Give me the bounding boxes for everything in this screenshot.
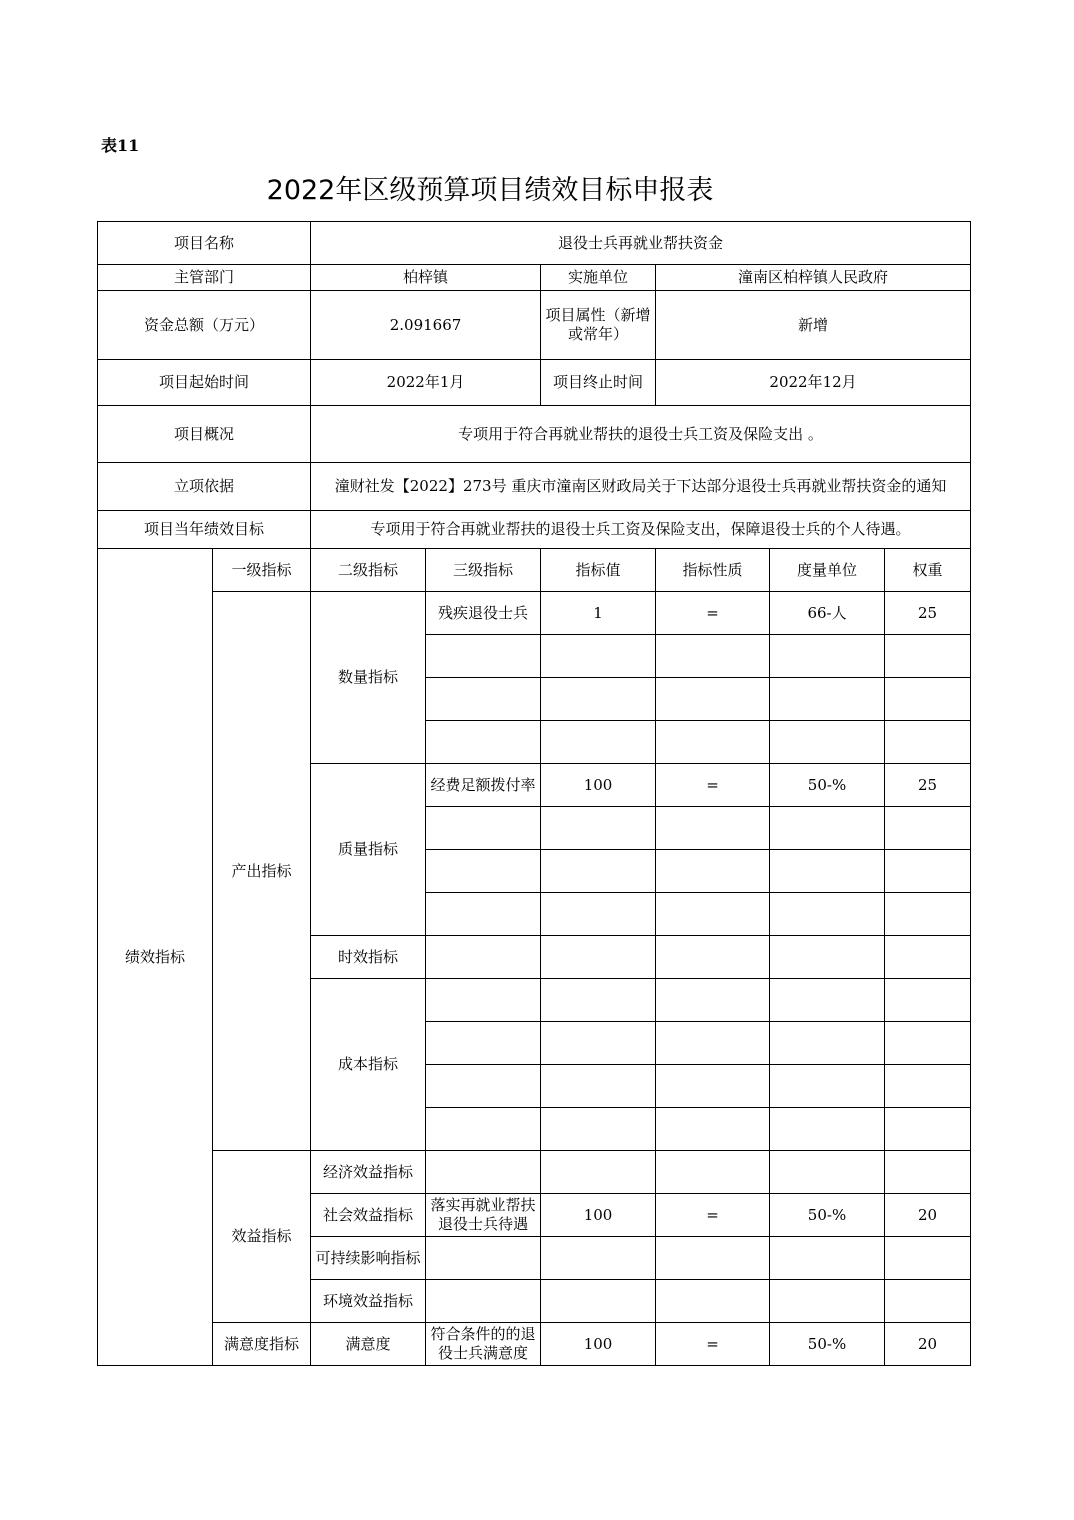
social-row1-value: 100	[541, 1194, 656, 1237]
empty-cell	[656, 1280, 770, 1323]
end-value: 2022年12月	[656, 360, 971, 406]
empty-cell	[541, 936, 656, 979]
empty-cell	[656, 850, 770, 893]
empty-cell	[426, 807, 541, 850]
empty-cell	[770, 1022, 885, 1065]
satisfaction-label: 满意度指标	[213, 1323, 311, 1366]
empty-cell	[885, 1108, 971, 1151]
empty-cell	[656, 807, 770, 850]
empty-cell	[885, 721, 971, 764]
satisfaction-l2-label: 满意度	[311, 1323, 426, 1366]
timeliness-label: 时效指标	[311, 936, 426, 979]
goal-label: 项目当年绩效目标	[98, 511, 311, 549]
empty-cell	[426, 1065, 541, 1108]
empty-cell	[541, 1280, 656, 1323]
empty-cell	[541, 1151, 656, 1194]
satisfaction-row1-name: 符合条件的的退役士兵满意度	[426, 1323, 541, 1366]
table-tag: 表11	[101, 136, 140, 155]
social-row1-nature: =	[656, 1194, 770, 1237]
empty-cell	[426, 893, 541, 936]
empty-cell	[426, 678, 541, 721]
empty-cell	[885, 1065, 971, 1108]
project-name-value: 退役士兵再就业帮扶资金	[311, 222, 971, 265]
header-value: 指标值	[541, 549, 656, 592]
empty-cell	[885, 807, 971, 850]
satisfaction-row1-weight: 20	[885, 1323, 971, 1366]
empty-cell	[885, 1151, 971, 1194]
funds-label: 资金总额（万元）	[98, 291, 311, 360]
impl-unit-value: 潼南区柏梓镇人民政府	[656, 265, 971, 291]
empty-cell	[541, 850, 656, 893]
performance-table	[97, 221, 971, 1366]
basis-label: 立项依据	[98, 463, 311, 511]
attr-label: 项目属性（新增或常年）	[541, 291, 656, 360]
empty-cell	[770, 936, 885, 979]
page-title: 2022年区级预算项目绩效目标申报表	[266, 175, 714, 206]
empty-cell	[541, 721, 656, 764]
empty-cell	[885, 1022, 971, 1065]
overview-value: 专项用于符合再就业帮扶的退役士兵工资及保险支出 。	[311, 406, 971, 463]
empty-cell	[770, 678, 885, 721]
social-row1-weight: 20	[885, 1194, 971, 1237]
start-label: 项目起始时间	[98, 360, 311, 406]
empty-cell	[770, 1065, 885, 1108]
empty-cell	[426, 1237, 541, 1280]
empty-cell	[426, 1151, 541, 1194]
empty-cell	[426, 979, 541, 1022]
empty-cell	[541, 635, 656, 678]
satisfaction-row1-unit: 50-%	[770, 1323, 885, 1366]
quantity-row1-name: 残疾退役士兵	[426, 592, 541, 635]
empty-cell	[656, 1065, 770, 1108]
empty-cell	[885, 979, 971, 1022]
end-label: 项目终止时间	[541, 360, 656, 406]
empty-cell	[656, 721, 770, 764]
social-row1-name: 落实再就业帮扶退役士兵待遇	[426, 1194, 541, 1237]
empty-cell	[885, 678, 971, 721]
empty-cell	[541, 1065, 656, 1108]
quality-row1-unit: 50-%	[770, 764, 885, 807]
satisfaction-row1-value: 100	[541, 1323, 656, 1366]
quality-row1-name: 经费足额拨付率	[426, 764, 541, 807]
empty-cell	[541, 678, 656, 721]
basis-value: 潼财社发【2022】273号 重庆市潼南区财政局关于下达部分退役士兵再就业帮扶资金的通知	[311, 463, 971, 511]
economic-label: 经济效益指标	[311, 1151, 426, 1194]
empty-cell	[541, 1022, 656, 1065]
empty-cell	[770, 635, 885, 678]
empty-cell	[541, 1108, 656, 1151]
empty-cell	[656, 893, 770, 936]
quantity-row1-unit: 66-人	[770, 592, 885, 635]
header-nature: 指标性质	[656, 549, 770, 592]
empty-cell	[426, 1108, 541, 1151]
sustain-label: 可持续影响指标	[311, 1237, 426, 1280]
empty-cell	[541, 1237, 656, 1280]
empty-cell	[770, 1151, 885, 1194]
empty-cell	[656, 635, 770, 678]
empty-cell	[656, 678, 770, 721]
empty-cell	[770, 807, 885, 850]
overview-label: 项目概况	[98, 406, 311, 463]
dept-label: 主管部门	[98, 265, 311, 291]
header-level3: 三级指标	[426, 549, 541, 592]
empty-cell	[770, 1280, 885, 1323]
empty-cell	[770, 1237, 885, 1280]
empty-cell	[770, 979, 885, 1022]
attr-value: 新增	[656, 291, 971, 360]
start-value: 2022年1月	[311, 360, 541, 406]
quality-row1-weight: 25	[885, 764, 971, 807]
social-label: 社会效益指标	[311, 1194, 426, 1237]
quality-label: 质量指标	[311, 764, 426, 936]
quantity-label: 数量指标	[311, 592, 426, 764]
empty-cell	[656, 1022, 770, 1065]
output-label: 产出指标	[213, 592, 311, 1151]
empty-cell	[541, 893, 656, 936]
empty-cell	[426, 936, 541, 979]
benefit-label: 效益指标	[213, 1151, 311, 1323]
funds-value: 2.091667	[311, 291, 541, 360]
header-weight: 权重	[885, 549, 971, 592]
empty-cell	[770, 850, 885, 893]
empty-cell	[656, 1108, 770, 1151]
empty-cell	[426, 721, 541, 764]
empty-cell	[885, 1280, 971, 1323]
env-label: 环境效益指标	[311, 1280, 426, 1323]
empty-cell	[885, 893, 971, 936]
header-level2: 二级指标	[311, 549, 426, 592]
header-level1: 一级指标	[213, 549, 311, 592]
header-unit: 度量单位	[770, 549, 885, 592]
empty-cell	[426, 850, 541, 893]
empty-cell	[885, 850, 971, 893]
empty-cell	[426, 635, 541, 678]
quantity-row1-value: 1	[541, 592, 656, 635]
quality-row1-nature: =	[656, 764, 770, 807]
empty-cell	[770, 893, 885, 936]
empty-cell	[656, 1151, 770, 1194]
impl-unit-label: 实施单位	[541, 265, 656, 291]
empty-cell	[885, 635, 971, 678]
cost-label: 成本指标	[311, 979, 426, 1151]
quantity-row1-nature: =	[656, 592, 770, 635]
empty-cell	[885, 936, 971, 979]
empty-cell	[426, 1022, 541, 1065]
quality-row1-value: 100	[541, 764, 656, 807]
empty-cell	[885, 1237, 971, 1280]
dept-value: 柏梓镇	[311, 265, 541, 291]
empty-cell	[656, 979, 770, 1022]
empty-cell	[541, 807, 656, 850]
empty-cell	[770, 1108, 885, 1151]
quantity-row1-weight: 25	[885, 592, 971, 635]
empty-cell	[656, 1237, 770, 1280]
empty-cell	[770, 721, 885, 764]
goal-value: 专项用于符合再就业帮扶的退役士兵工资及保险支出，保障退役士兵的个人待遇。	[311, 511, 971, 549]
project-name-label: 项目名称	[98, 222, 311, 265]
satisfaction-row1-nature: =	[656, 1323, 770, 1366]
empty-cell	[426, 1280, 541, 1323]
empty-cell	[541, 979, 656, 1022]
indicators-section-label: 绩效指标	[98, 549, 213, 1366]
empty-cell	[656, 936, 770, 979]
social-row1-unit: 50-%	[770, 1194, 885, 1237]
